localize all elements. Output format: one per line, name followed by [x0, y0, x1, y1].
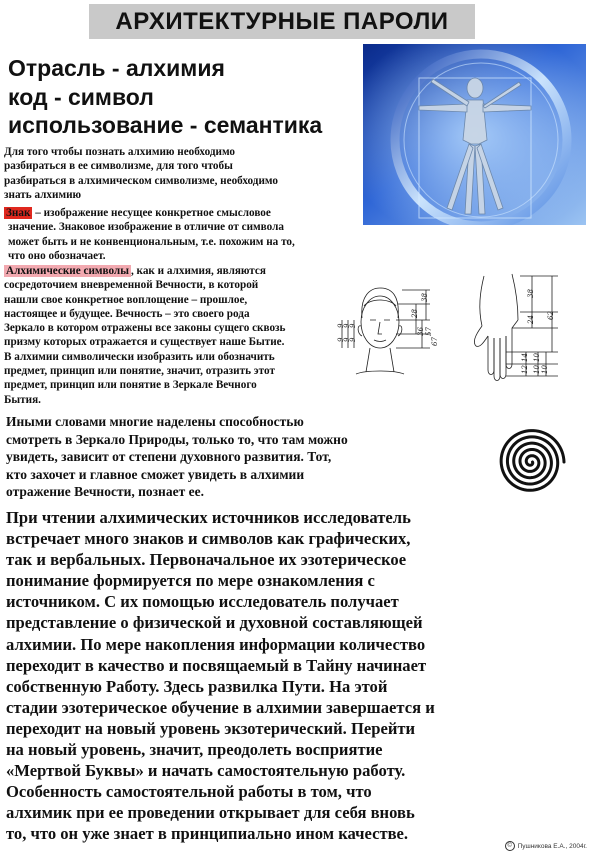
- reading-line: понимание формируется по мере ознакомления с: [6, 571, 375, 591]
- footer-text: Пушникова Е.А., 2004г.: [517, 842, 587, 850]
- vitruvian-man-image: [363, 44, 586, 225]
- spiral-symbol: [495, 426, 567, 498]
- face-dim-label: 9: [343, 337, 351, 342]
- hand-dim-label: 10: [533, 353, 541, 362]
- intro-line: Для того чтобы познать алхимию необходимо: [4, 146, 236, 158]
- hand-dim-label: 14: [521, 353, 529, 362]
- hand-proportions-drawing: [462, 272, 568, 384]
- hand-dim-label: 62: [547, 311, 555, 320]
- reading-line: переходит в качество и посвящаемый в Тайну начинает: [6, 655, 427, 675]
- hand-dim-label: 12: [521, 365, 529, 374]
- symbols-line: предмет, принцип или понятие, значит, отразить этот: [4, 365, 275, 378]
- znak-line: Знак – изображение несущее конкретное смысловое: [6, 207, 271, 219]
- face-dim-label: 28: [411, 309, 419, 318]
- reading-line: переходит на новый уровень экзотерический. Перейти: [6, 718, 416, 738]
- symbols-line: предмет, принцип или понятие в Зеркале Вечного: [4, 379, 257, 392]
- mirror-paragraph: [6, 413, 426, 501]
- reading-line: «Мертвой Буквы» и начать самостоятельную работу.: [6, 761, 406, 781]
- reading-line: алхимик при ее проведении открывает для себя вновь: [6, 803, 415, 823]
- reading-line: источником. С их помощью исследователь получает: [6, 592, 399, 612]
- reading-line: собственную Работу. Здесь развилка Пути. На этой: [6, 676, 388, 696]
- mirror-line: Иными словами многие наделены способностью: [6, 414, 304, 429]
- mirror-line: смотреть в Зеркало Природы, только то, что там можно: [6, 431, 348, 447]
- heading-line-1: Отрасль - алхимия: [8, 55, 225, 81]
- reading-line: встречает много знаков и символов как графических,: [6, 529, 411, 549]
- face-dim-label: 36: [417, 327, 425, 336]
- znak-line: что оно обозначает.: [8, 249, 106, 262]
- mirror-line: отражение Вечности, познает ее.: [6, 484, 204, 499]
- face-dim-label: 67: [431, 337, 439, 346]
- intro-paragraph: [4, 145, 359, 202]
- copyright-icon: ©: [505, 841, 515, 851]
- symbols-paragraph: [4, 264, 339, 407]
- face-proportions-drawing: [336, 276, 442, 381]
- hand-dim-label: 38: [527, 289, 535, 298]
- banner-title: АРХИТЕКТУРНЫЕ ПАРОЛИ: [115, 7, 449, 35]
- symbols-line: Зеркало в котором отражены все законы сущего сквозь: [4, 322, 286, 335]
- reading-line: При чтении алхимических источников исследователь: [6, 508, 411, 527]
- hand-dim-label: 24: [527, 315, 535, 324]
- reading-line: то, что он уже знает в принципиально ином качестве.: [6, 824, 409, 844]
- reading-line: алхимии. По мере накопления информации количество: [6, 634, 426, 654]
- symbols-line: призму которых отражается и существует наше Бытие.: [4, 336, 285, 349]
- znak-line: может быть и не конвенциональным, т.е. похожим на то,: [8, 235, 295, 248]
- reading-paragraph: [6, 507, 591, 845]
- reading-line: Особенность самостоятельной работы в том, что: [6, 782, 372, 802]
- mirror-line: увидеть, зависит от степени духовного развития. Тот,: [6, 449, 332, 464]
- intro-line: разбираться в алхимическом символизме, необходимо: [4, 174, 278, 187]
- reading-line: стадии эзотерическое обучение в алхимии завершается и: [6, 697, 435, 717]
- symbols-line: настоящее и будущее. Вечность – это своего рода: [4, 307, 250, 320]
- heading-line-3: использование - семантика: [8, 112, 323, 138]
- footer-credit: [505, 841, 587, 851]
- reading-line: на новый уровень, значит, преодолеть восприятие: [6, 740, 383, 760]
- intro-line: разбираться в ее символизме, для того чтобы: [4, 160, 233, 173]
- symbols-line: В алхимии символически изобразить или обозначить: [4, 350, 275, 363]
- face-dim-label: 38: [421, 293, 429, 302]
- reading-line: так и вербальных. Первоначальное их эзотерическое: [6, 550, 407, 570]
- reading-line: представление о физической и духовной составляющей: [6, 613, 423, 633]
- znak-line: значение. Знаковое изображение в отличие от символа: [8, 221, 284, 234]
- heading-line-2: код - символ: [8, 84, 154, 110]
- symbols-line: сосредоточием вневременной Вечности, в которой: [4, 279, 259, 292]
- mirror-line: кто захочет и главное сможет увидеть в алхимии: [6, 466, 305, 482]
- face-dim-label: 57: [425, 327, 433, 336]
- page-banner: [89, 4, 475, 39]
- face-dim-label: 9: [337, 337, 345, 342]
- znak-paragraph: [4, 206, 364, 263]
- face-dim-label: 9: [349, 337, 357, 342]
- face-dim-label: 9: [349, 323, 357, 328]
- znak-term: Знак: [6, 207, 31, 219]
- symbols-line: нашли свое конкретное воплощение – прошлое,: [4, 293, 248, 306]
- symbols-line: Бытия.: [4, 393, 41, 406]
- intro-line: знать алхимию: [4, 188, 82, 201]
- face-dim-label: 9: [337, 323, 345, 328]
- symbols-line: Алхимические символы , как и алхимия, являются: [6, 265, 266, 277]
- face-dim-label: 9: [343, 323, 351, 328]
- hand-dim-label: 10: [541, 365, 549, 374]
- hand-dim-label: 10: [533, 365, 541, 374]
- symbols-term: Алхимические символы: [6, 265, 129, 277]
